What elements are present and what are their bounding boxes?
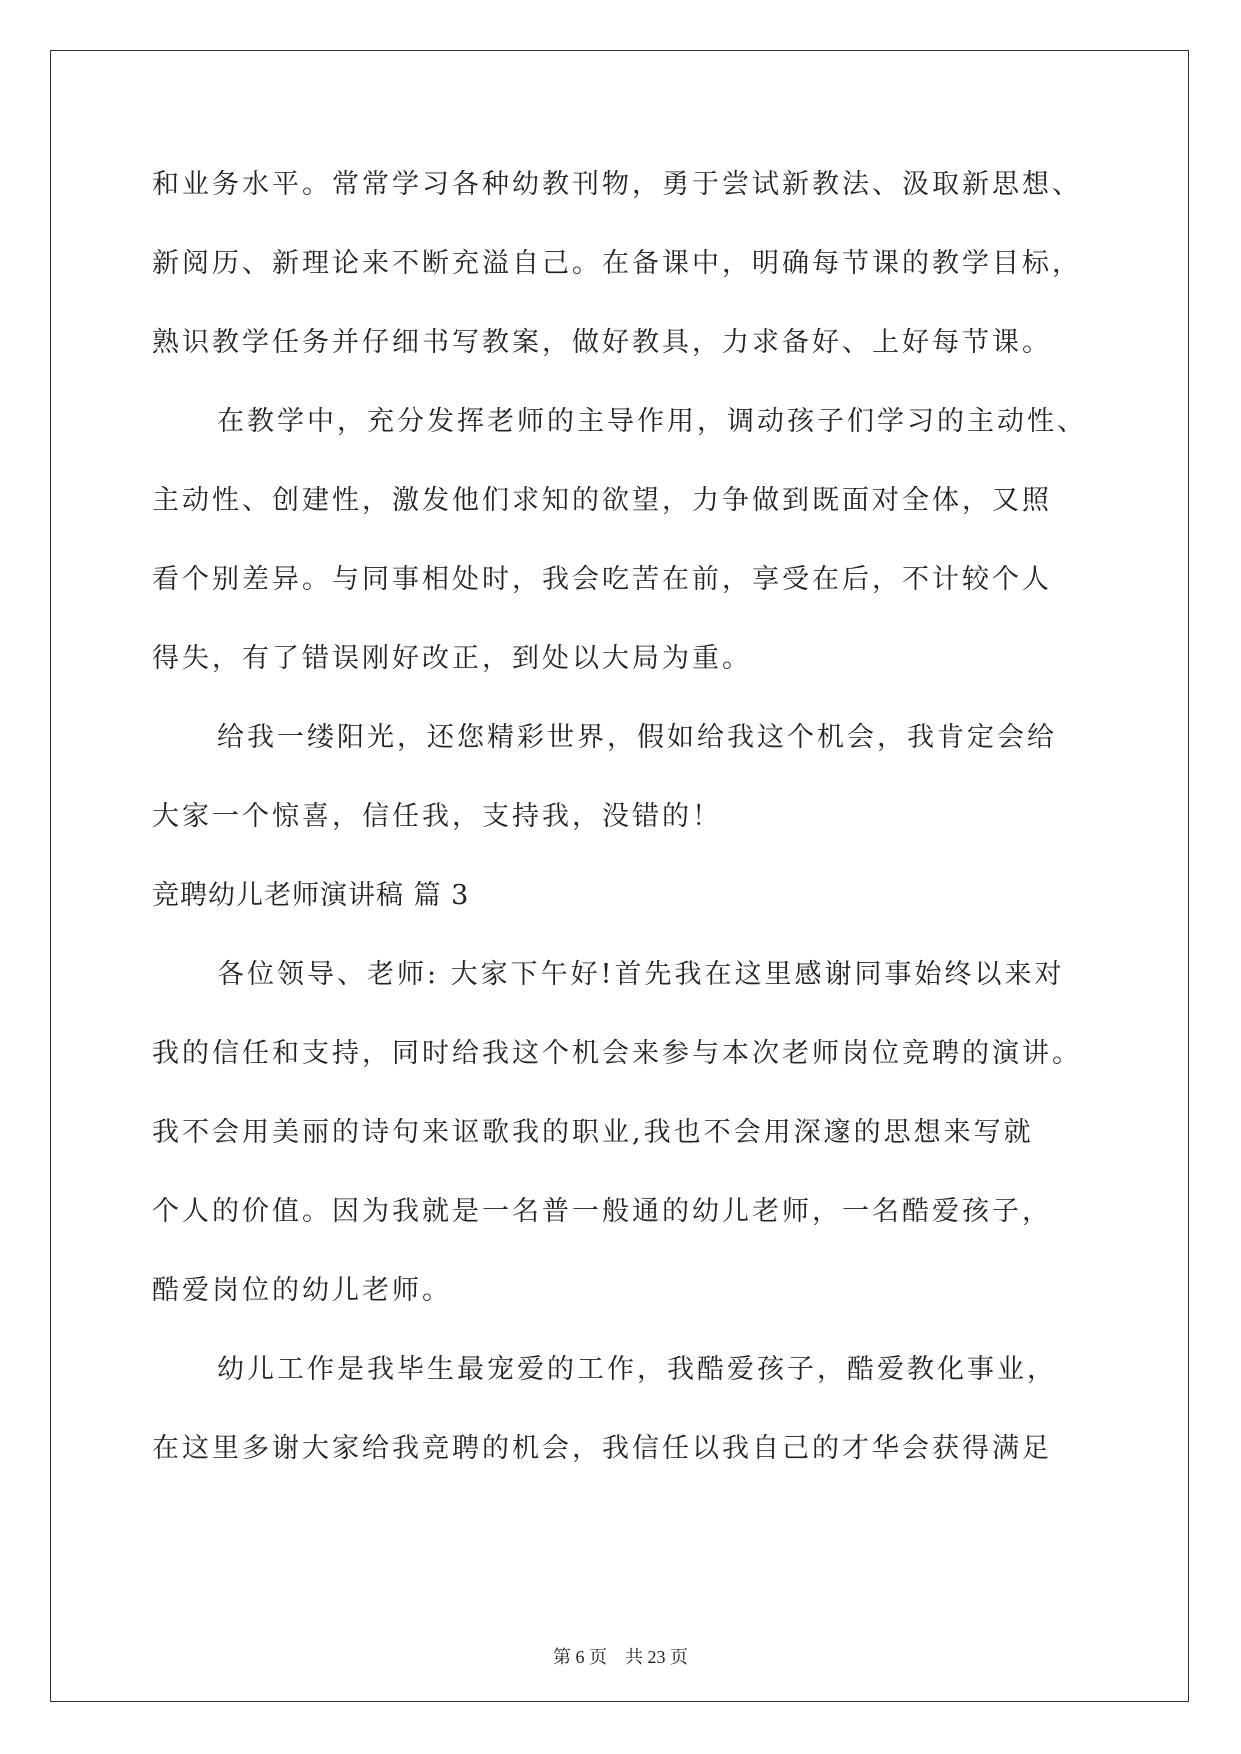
text-line-13: 我不会用美丽的诗句来讴歌我的职业,我也不会用深邃的思想来写就 <box>152 1117 1034 1148</box>
page-total: 共 23 页 <box>625 1647 688 1667</box>
document-body <box>152 145 1092 1488</box>
text-line-9: 大家一个惊喜，信任我，支持我，没错的！ <box>152 801 722 832</box>
text-line-14: 个人的价值。因为我就是一名普一般通的幼儿老师，一名酷爱孩子， <box>152 1196 1052 1227</box>
text-line-16: 幼儿工作是我毕生最宠爱的工作，我酷爱孩子，酷爱教化事业， <box>217 1354 1057 1385</box>
text-line-5: 主动性、创建性，激发他们求知的欲望，力争做到既面对全体，又照 <box>152 485 1052 516</box>
text-line-6: 看个别差异。与同事相处时，我会吃苦在前，享受在后，不计较个人 <box>152 564 1052 595</box>
text-line-3: 熟识教学任务并仔细书写教案，做好教具，力求备好、上好每节课。 <box>152 327 1052 358</box>
page-number: 第 6 页 <box>553 1647 607 1667</box>
page-footer <box>0 1643 1241 1669</box>
text-line-12: 我的信任和支持，同时给我这个机会来参与本次老师岗位竞聘的演讲。 <box>152 1038 1082 1069</box>
text-line-8: 给我一缕阳光，还您精彩世界，假如给我这个机会，我肯定会给 <box>217 722 1057 753</box>
text-line-1: 和业务水平。常常学习各种幼教刊物，勇于尝试新教法、汲取新思想、 <box>152 169 1082 200</box>
text-line-7: 得失，有了错误刚好改正，到处以大局为重。 <box>152 643 752 674</box>
text-line-15: 酷爱岗位的幼儿老师。 <box>152 1275 452 1306</box>
text-line-17: 在这里多谢大家给我竞聘的机会，我信任以我自己的才华会获得满足 <box>152 1433 1052 1464</box>
text-line-4: 在教学中，充分发挥老师的主导作用，调动孩子们学习的主动性、 <box>217 406 1087 437</box>
section-heading: 竞聘幼儿老师演讲稿 篇 3 <box>152 880 470 911</box>
text-line-2: 新阅历、新理论来不断充溢自己。在备课中，明确每节课的教学目标， <box>152 248 1082 279</box>
text-line-11: 各位领导、老师: 大家下午好!首先我在这里感谢同事始终以来对 <box>217 959 1065 990</box>
